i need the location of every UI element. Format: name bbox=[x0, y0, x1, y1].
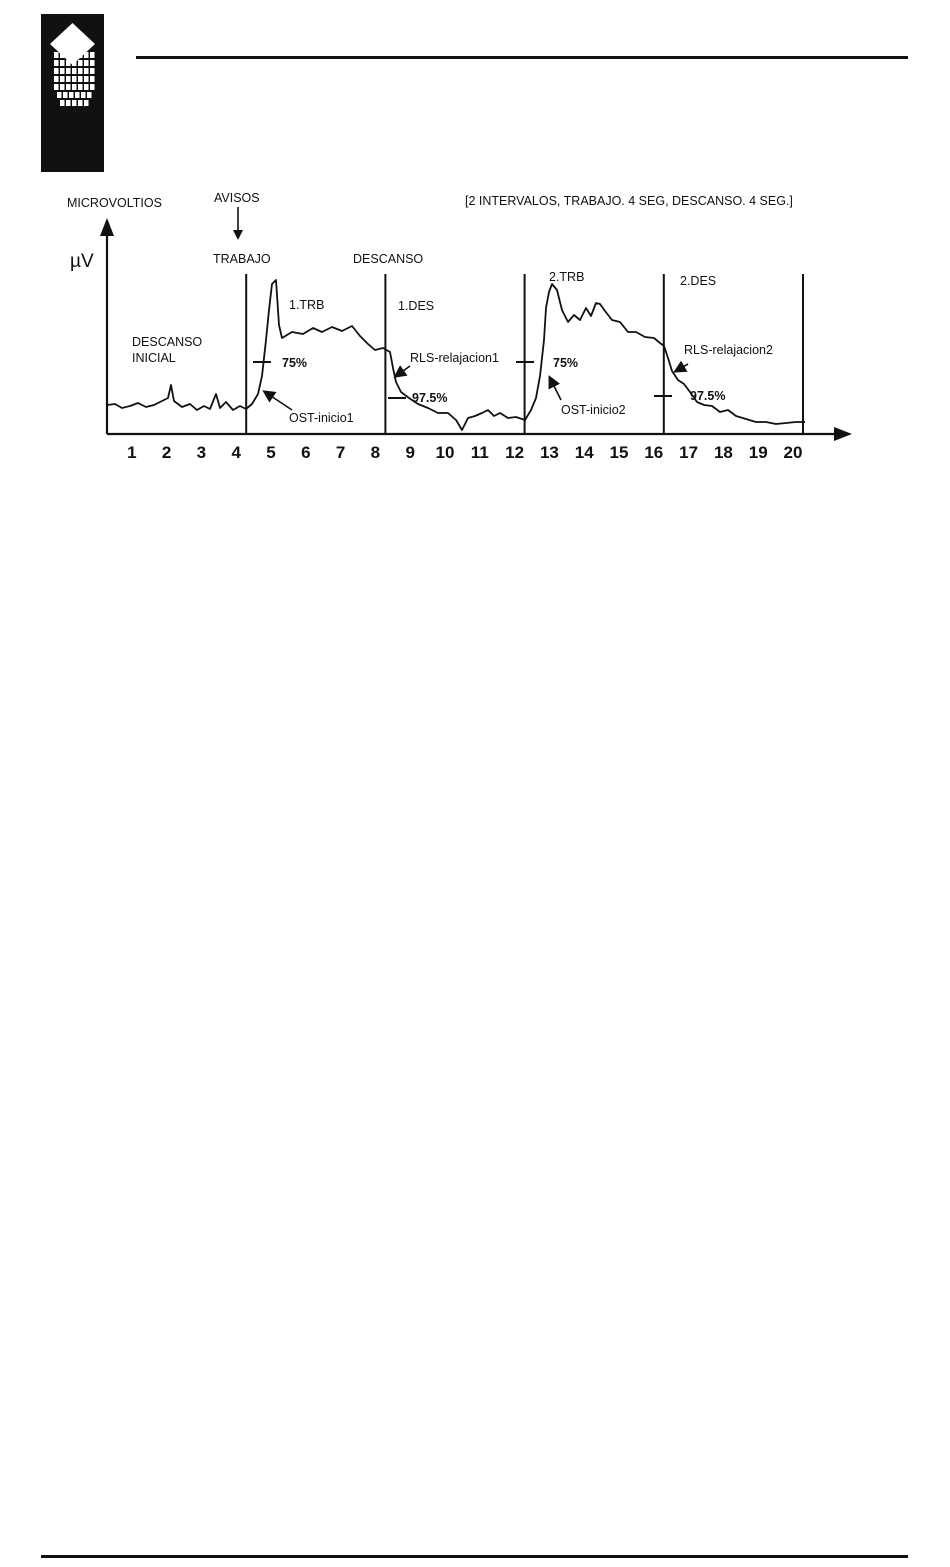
logo-grid-cell bbox=[54, 60, 59, 66]
logo-grid-cell bbox=[90, 52, 95, 58]
logo-grid-cell bbox=[57, 92, 62, 98]
logo bbox=[41, 14, 104, 172]
cue-label: AVISOS bbox=[214, 191, 260, 205]
logo-grid-cell bbox=[84, 60, 89, 66]
logo-grid-cell bbox=[60, 76, 65, 82]
logo-grid-cell bbox=[60, 100, 65, 106]
initial-rest-label-line1: DESCANSO bbox=[132, 335, 203, 349]
x-tick-label: 2 bbox=[161, 443, 172, 462]
logo-grid-cell bbox=[78, 100, 83, 106]
logo-grid-cell bbox=[84, 100, 89, 106]
x-tick-label: 4 bbox=[231, 443, 241, 462]
work1-label: 1.TRB bbox=[289, 298, 325, 312]
threshold75-label-2: 75% bbox=[553, 356, 579, 370]
logo-grid-cell bbox=[63, 92, 68, 98]
x-tick-label: 8 bbox=[370, 443, 381, 462]
x-tick-label: 17 bbox=[679, 443, 699, 462]
footer-rule bbox=[41, 1555, 908, 1558]
logo-grid-cell bbox=[66, 68, 71, 74]
logo-grid-cell bbox=[84, 84, 89, 90]
x-tick-label: 1 bbox=[127, 443, 137, 462]
logo-grid-cell bbox=[75, 92, 80, 98]
emg-diagram bbox=[0, 180, 950, 480]
x-tick-label: 10 bbox=[435, 443, 455, 462]
x-tick-label: 16 bbox=[644, 443, 664, 462]
logo-grid-cell bbox=[69, 92, 74, 98]
relax1-pointer bbox=[396, 366, 410, 376]
logo-grid-cell bbox=[60, 60, 65, 66]
x-tick-label: 15 bbox=[609, 443, 629, 462]
onset2-label: OST-inicio2 bbox=[561, 403, 626, 417]
x-tick-label: 20 bbox=[783, 443, 803, 462]
logo-grid-cell bbox=[90, 84, 95, 90]
logo-grid-cell bbox=[90, 68, 95, 74]
x-tick-label: 3 bbox=[196, 443, 207, 462]
header-rule bbox=[136, 56, 908, 59]
logo-grid-cell bbox=[66, 100, 71, 106]
onset2-pointer bbox=[550, 378, 561, 400]
x-axis-tick-labels bbox=[127, 443, 802, 462]
logo-grid-cell bbox=[72, 68, 77, 74]
x-tick-label: 14 bbox=[574, 443, 594, 462]
initial-rest-label-line2: INICIAL bbox=[132, 351, 176, 365]
x-axis-arrow-icon bbox=[834, 427, 852, 441]
x-tick-label: 13 bbox=[539, 443, 559, 462]
logo-grid-cell bbox=[87, 92, 92, 98]
x-tick-label: 12 bbox=[505, 443, 525, 462]
logo-grid-cell bbox=[60, 84, 65, 90]
x-tick-label: 6 bbox=[301, 443, 311, 462]
relax1-label: RLS-relajacion1 bbox=[410, 351, 499, 365]
logo-grid-cell bbox=[90, 76, 95, 82]
x-tick-label: 5 bbox=[266, 443, 276, 462]
relax2-pointer bbox=[676, 364, 688, 371]
logo-grid-cell bbox=[78, 76, 83, 82]
logo-grid-cell bbox=[54, 52, 59, 58]
y-axis-unit: µV bbox=[70, 251, 94, 272]
y-axis-title: MICROVOLTIOS bbox=[67, 196, 162, 210]
logo-grid-cell bbox=[84, 68, 89, 74]
logo-grid-cell bbox=[72, 100, 77, 106]
phase-trabajo-label: TRABAJO bbox=[213, 252, 271, 266]
logo-grid-cell bbox=[66, 84, 71, 90]
x-tick-label: 18 bbox=[713, 443, 733, 462]
rest2-label: 2.DES bbox=[680, 274, 717, 288]
threshold75-label-1: 75% bbox=[282, 356, 308, 370]
onset1-pointer bbox=[265, 392, 292, 410]
onset1-label: OST-inicio1 bbox=[289, 411, 354, 425]
logo-grid-cell bbox=[54, 68, 59, 74]
logo-grid-cell bbox=[66, 76, 71, 82]
logo-grid-cell bbox=[54, 84, 59, 90]
logo-grid-cell bbox=[78, 68, 83, 74]
work2-label: 2.TRB bbox=[549, 270, 585, 284]
logo-grid-cell bbox=[54, 76, 59, 82]
x-tick-label: 11 bbox=[470, 443, 489, 462]
logo-grid-cell bbox=[72, 84, 77, 90]
logo-grid-cell bbox=[72, 76, 77, 82]
logo-grid-cell bbox=[90, 60, 95, 66]
cue-arrow-head-icon bbox=[233, 230, 243, 240]
rest1-label: 1.DES bbox=[398, 299, 435, 313]
threshold975-label-2: 97.5% bbox=[690, 389, 726, 403]
threshold975-label-1: 97.5% bbox=[412, 391, 448, 405]
phase-descanso-label: DESCANSO bbox=[353, 252, 424, 266]
logo-grid-cell bbox=[81, 92, 86, 98]
protocol-note: [2 INTERVALOS, TRABAJO. 4 SEG, DESCANSO. 4 SEG.] bbox=[465, 194, 793, 208]
x-tick-label: 9 bbox=[405, 443, 415, 462]
y-axis-arrow-icon bbox=[100, 218, 114, 236]
logo-grid-cell bbox=[84, 76, 89, 82]
x-tick-label: 19 bbox=[748, 443, 768, 462]
logo-grid-cell bbox=[60, 68, 65, 74]
x-tick-label: 7 bbox=[335, 443, 346, 462]
logo-grid-cell bbox=[78, 84, 83, 90]
relax2-label: RLS-relajacion2 bbox=[684, 343, 773, 357]
logo-grid-cell bbox=[78, 60, 83, 66]
